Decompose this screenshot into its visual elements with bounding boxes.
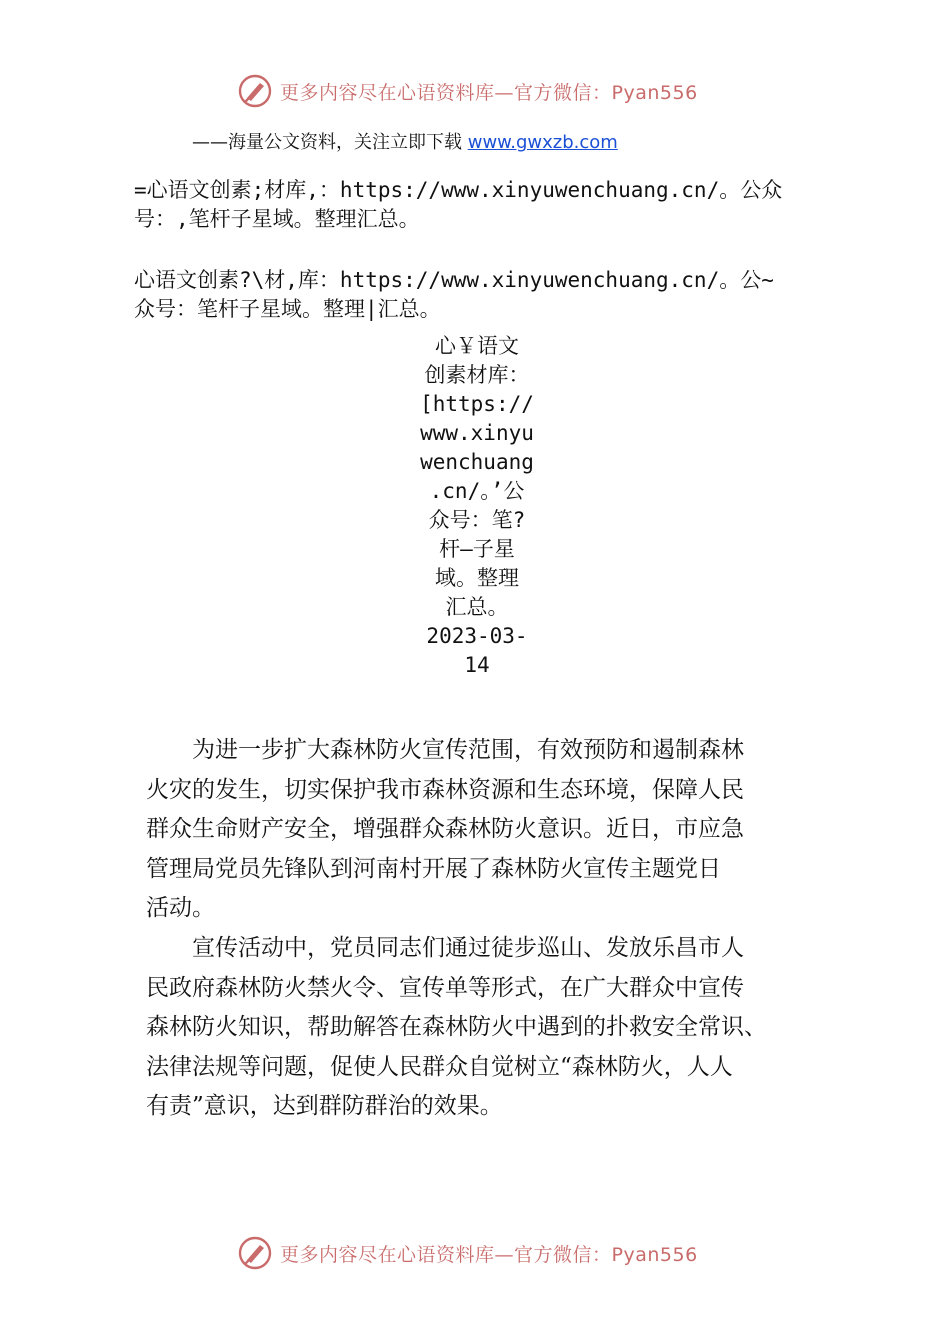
text-line: 汇总。 <box>445 595 509 619</box>
text-line: 法律法规等问题，促使人民群众自觉树立“森林防火，人人 <box>146 1053 733 1080</box>
text-line: 14 <box>464 653 490 677</box>
text-line: 森林防火知识，帮助解答在森林防火中遇到的扑救安全常识、 <box>146 1014 767 1040</box>
text-line: 火灾的发生，切实保护我市森林资源和生态环境，保障人民 <box>146 776 744 803</box>
pen-seal-icon <box>238 74 272 108</box>
text-line: 众号：笔杆子星域。整理|汇总。 <box>134 297 441 321</box>
text-line: 心语文创素?\材,库：https://www.xinyuwenchuang.cn/。公~ <box>134 268 774 292</box>
text-line: wenchuang <box>420 450 534 474</box>
text-line: 群众生命财产安全，增强群众森林防火意识。近日，市应急 <box>146 816 744 842</box>
text-line: 创素材库： <box>424 363 530 387</box>
text-line: =心语文创素;材库,：https://www.xinyuwenchuang.cn/。公众 <box>134 178 783 202</box>
footer-banner <box>238 1234 738 1274</box>
text-line: 有责”意识，达到群防群治的效果。 <box>146 1093 503 1119</box>
text-line: 活动。 <box>146 895 215 921</box>
text-line: 管理局党员先锋队到河南村开展了森林防火宣传主题党日 <box>146 855 721 882</box>
body-paragraph-2 <box>146 929 767 1127</box>
pen-seal-icon <box>238 1236 272 1270</box>
text-line: 杆—子星 <box>439 537 515 561</box>
download-link[interactable]: www.gwxzb.com <box>467 132 618 153</box>
text-line: 2023-03- <box>426 624 528 648</box>
narrow-column-block <box>412 332 542 680</box>
body-paragraph-1 <box>146 731 744 929</box>
text-line: 心￥语文 <box>435 334 519 358</box>
watermark-block-2 <box>134 266 854 324</box>
text-line: www.xinyu <box>420 421 534 445</box>
download-notice: ——海量公文资料，关注立即下载 www.gwxzb.com <box>192 132 618 153</box>
text-line: 众号：笔? <box>428 508 526 532</box>
text-line: 域。整理 <box>435 566 519 590</box>
header-banner <box>238 72 738 112</box>
text-line: .cn/。’公 <box>429 479 525 503</box>
text-line: [https:// <box>420 392 534 416</box>
text-line: 宣传活动中，党员同志们通过徒步巡山、发放乐昌市人 <box>146 935 744 961</box>
banner-text: 更多内容尽在心语资料库—官方微信：Pyan556 <box>280 82 698 104</box>
banner-text: 更多内容尽在心语资料库—官方微信：Pyan556 <box>280 1244 698 1266</box>
watermark-block-1 <box>134 176 854 234</box>
text-line: 号：,笔杆子星域。整理汇总。 <box>134 207 420 231</box>
text-line: 民政府森林防火禁火令、宣传单等形式，在广大群众中宣传 <box>146 974 744 1001</box>
text-line: 为进一步扩大森林防火宣传范围，有效预防和遏制森林 <box>146 737 744 763</box>
